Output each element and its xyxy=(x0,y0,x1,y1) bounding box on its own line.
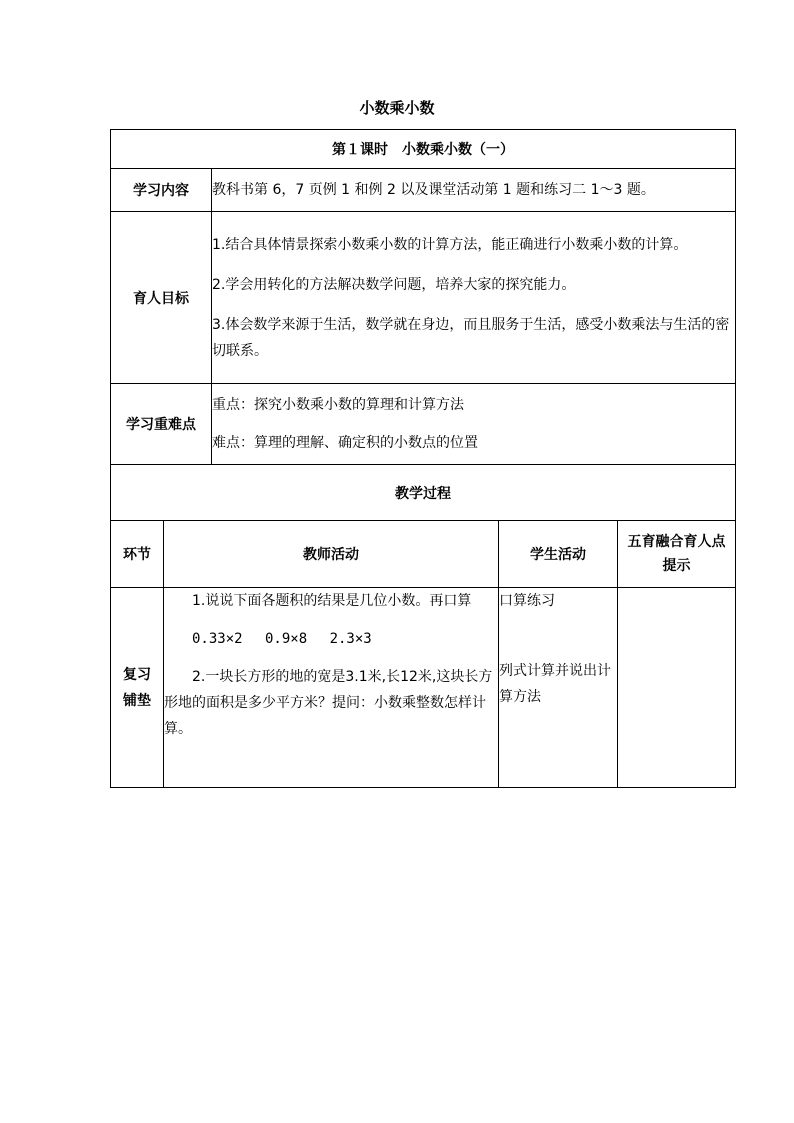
goals-label: 育人目标 xyxy=(111,212,212,384)
student-activity-1: 口算练习 xyxy=(499,593,555,609)
goal-item: 2.学会用转化的方法解决数学问题，培养大家的探究能力。 xyxy=(212,276,576,293)
key-points-label: 学习重难点 xyxy=(111,384,212,465)
review-question-2: 2.一块长方形的地的宽是3.1米,长12米,这块长方形地的面积是多少平方米？提问：小数乘整数怎样计算。 xyxy=(164,669,493,737)
goal-item: 1.结合具体情景探索小数乘小数的计算方法，能正确进行小数乘小数的计算。 xyxy=(212,236,688,253)
header-student: 学生活动 xyxy=(499,521,618,588)
header-row xyxy=(111,521,736,588)
lesson-title: 第１课时 小数乘小数（一） xyxy=(111,130,736,169)
review-question-1: 1.说说下面各题积的结果是几位小数。再口算 xyxy=(192,593,472,609)
goals-list xyxy=(212,212,736,384)
student-activity-2: 列式计算并说出计算方法 xyxy=(499,663,611,705)
header-teacher: 教师活动 xyxy=(164,521,499,588)
content-label: 学习内容 xyxy=(111,169,212,212)
review-teacher xyxy=(164,588,499,788)
content-text: 教科书第 6，7 页例 1 和例 2 以及课堂活动第 1 题和练习二 1～3 题。 xyxy=(212,169,736,212)
review-row xyxy=(111,588,736,788)
document-title: 小数乘小数 xyxy=(359,99,435,117)
focus-point: 重点：探究小数乘小数的算理和计算方法 xyxy=(212,397,464,413)
header-tips: 五育融合育人点提示 xyxy=(618,521,736,588)
process-title: 教学过程 xyxy=(111,465,736,521)
content-row xyxy=(111,169,736,212)
review-stage: 复习铺垫 xyxy=(111,588,164,788)
header-stage: 环节 xyxy=(111,521,164,588)
lesson-plan-table xyxy=(110,129,736,788)
key-points-text xyxy=(212,384,736,465)
lesson-title-row xyxy=(111,130,736,169)
goals-row xyxy=(111,212,736,384)
goal-item: 3.体会数学来源于生活，数学就在身边，而且服务于生活，感受小数乘法与生活的密切联系。 xyxy=(212,316,730,359)
review-tips xyxy=(618,588,736,788)
key-points-row xyxy=(111,384,736,465)
review-student xyxy=(499,588,618,788)
review-expressions: 0.33×2 0.9×8 2.3×3 xyxy=(192,631,372,647)
process-title-row xyxy=(111,465,736,521)
difficulty-point: 难点：算理的理解、确定积的小数点的位置 xyxy=(212,435,478,451)
